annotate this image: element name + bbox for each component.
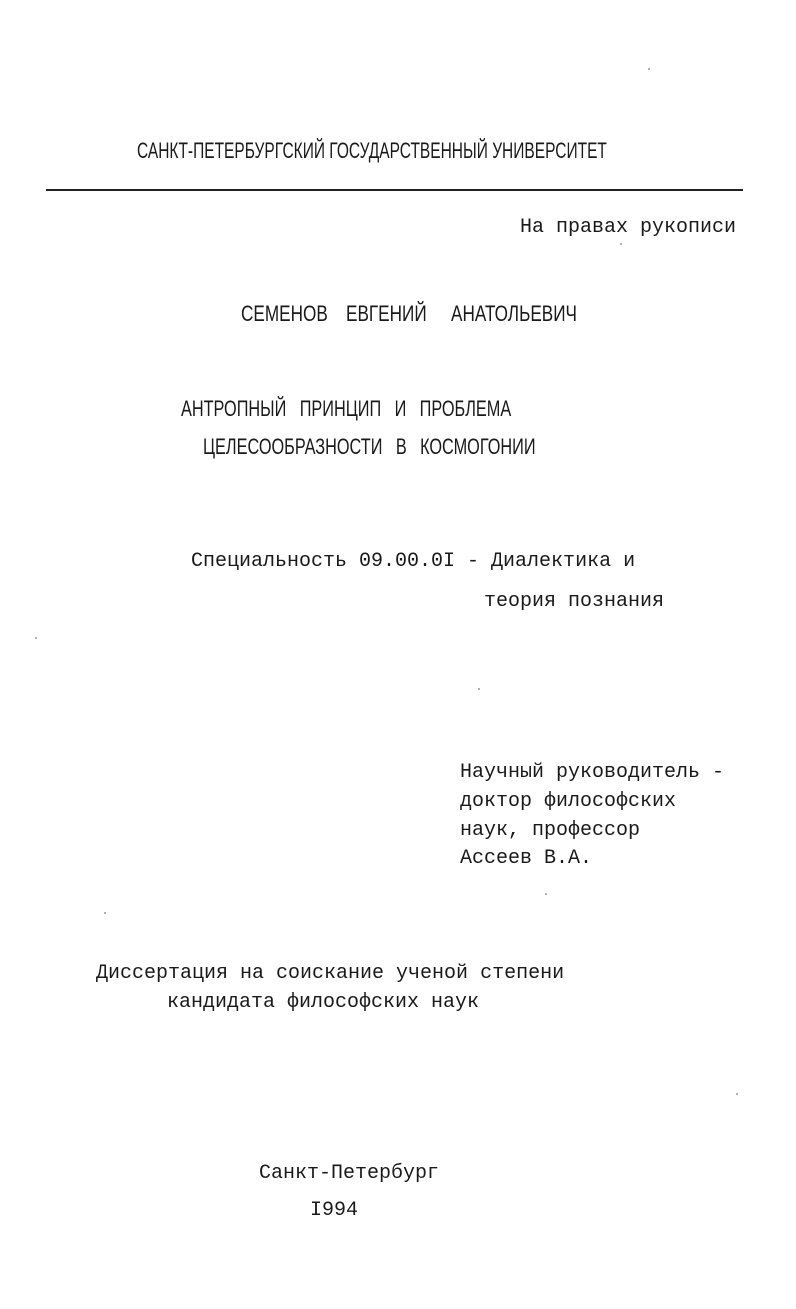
author-patronymic: АНАТОЛЬЕВИЧ <box>451 301 577 326</box>
city: Санкт-Петербург <box>259 1162 440 1185</box>
author-first-name: ЕВГЕНИЙ <box>346 301 427 326</box>
supervisor-line-3: наук, профессор <box>460 819 641 842</box>
scan-speck <box>104 912 106 914</box>
supervisor-line-4: Ассеев В.А. <box>460 847 593 870</box>
statement-line-2: кандидата философских наук <box>167 991 480 1014</box>
scan-speck <box>478 688 480 690</box>
year: I994 <box>310 1199 359 1222</box>
title-line-1: АНТРОПНЫЙ ПРИНЦИП И ПРОБЛЕМА <box>181 396 512 421</box>
supervisor-line-2: доктор философских <box>460 790 677 813</box>
supervisor-line-1: Научный руководитель - <box>460 761 725 784</box>
author-surname: СЕМЕНОВ <box>241 301 328 326</box>
scan-speck <box>736 1093 738 1095</box>
manuscript-note: На правах рукописи <box>520 216 737 239</box>
scan-speck <box>620 243 622 245</box>
statement-line-1: Диссертация на соискание ученой степени <box>96 962 565 985</box>
scan-speck <box>648 68 650 70</box>
scan-speck <box>35 637 37 639</box>
university-name: САНКТ-ПЕТЕРБУРГСКИЙ ГОСУДАРСТВЕННЫЙ УНИВЕРСИТЕТ <box>137 138 607 163</box>
specialty-line-1: Специальность 09.00.0I - Диалектика и <box>191 550 636 573</box>
scan-speck <box>545 893 547 895</box>
title-line-2: ЦЕЛЕСООБРАЗНОСТИ В КОСМОГОНИИ <box>203 434 536 459</box>
header-divider <box>46 189 743 191</box>
specialty-line-2: теория познания <box>484 590 665 613</box>
